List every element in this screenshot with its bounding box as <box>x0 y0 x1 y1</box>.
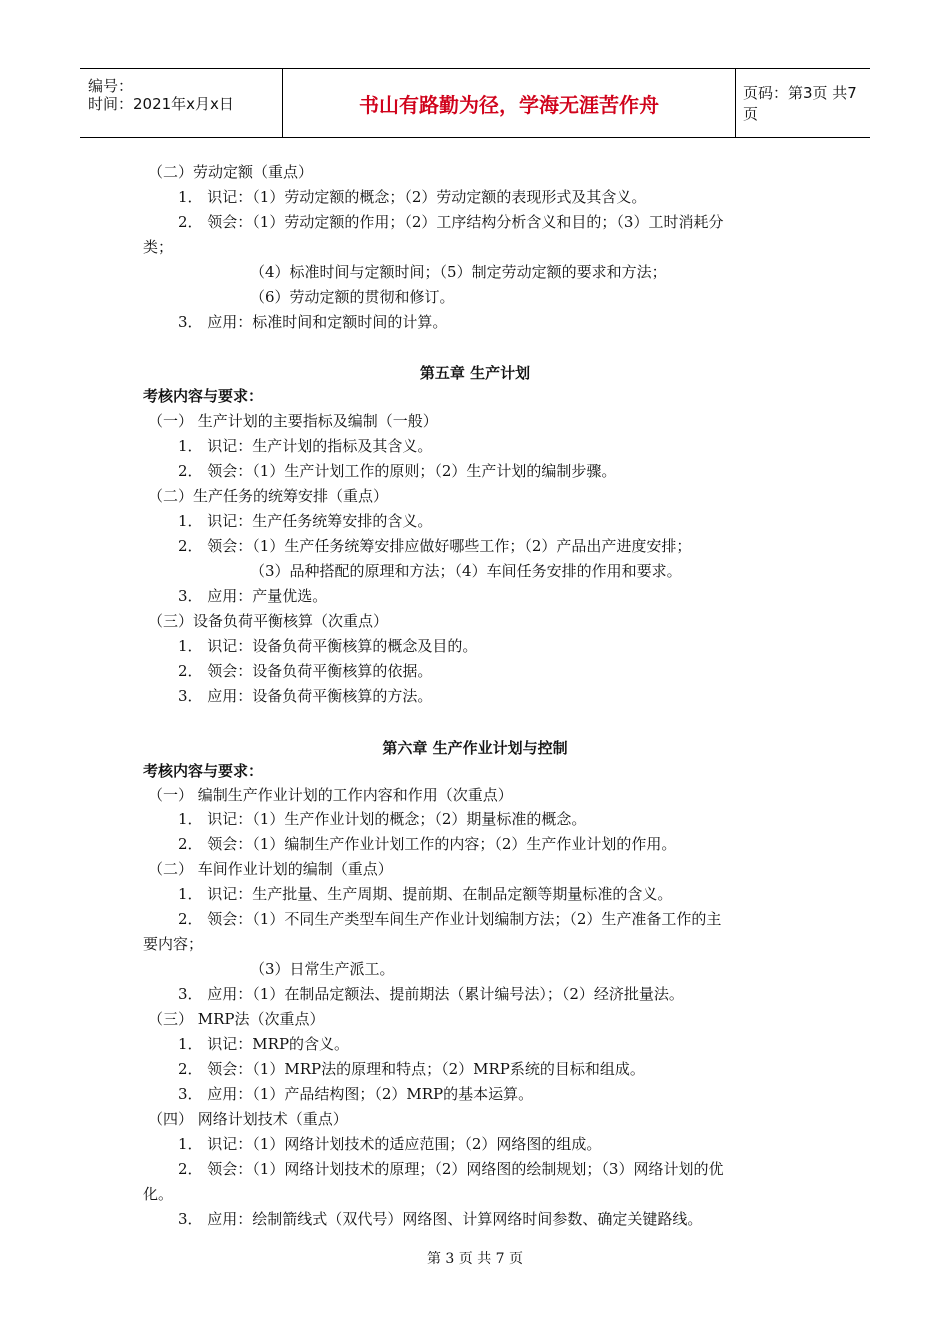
list-item: 3． 应用：产量优选。 <box>178 587 328 605</box>
list-item-continued: （3）日常生产派工。 <box>250 960 395 978</box>
list-item: 3． 应用：标准时间和定额时间的计算。 <box>178 313 448 331</box>
section-heading: （二）劳动定额（重点） <box>148 163 314 181</box>
list-item: 1． 识记：（1）生产作业计划的概念；（2）期量标准的概念。 <box>178 810 587 828</box>
header-page-cell <box>735 69 870 137</box>
list-item: 3． 应用：设备负荷平衡核算的方法。 <box>178 687 433 705</box>
header-meta-cell <box>80 69 282 137</box>
list-item: 1． 识记：（1）劳动定额的概念；（2）劳动定额的表现形式及其含义。 <box>178 188 647 206</box>
list-item-continued: 化。 <box>143 1185 174 1203</box>
list-item: 1． 识记：生产计划的指标及其含义。 <box>178 437 433 455</box>
list-item: 1． 识记：生产任务统筹安排的含义。 <box>178 512 433 530</box>
list-item: 2． 领会：（1）MRP法的原理和特点；（2）MRP系统的目标和组成。 <box>178 1060 645 1078</box>
section-heading: （一） 生产计划的主要指标及编制（一般） <box>148 412 438 430</box>
list-item: 2． 领会：（1）编制生产作业计划工作的内容；（2）生产作业计划的作用。 <box>178 835 677 853</box>
section-heading: （二）生产任务的统筹安排（重点） <box>148 487 389 505</box>
motto: 书山有路勤为径，学海无涯苦作舟 <box>359 92 659 117</box>
list-item: 3． 应用：（1）在制品定额法、提前期法（累计编号法）；（2）经济批量法。 <box>178 985 684 1003</box>
list-item-continued: 要内容； <box>143 935 204 953</box>
page-footer: 第 3 页 共 7 页 <box>426 1251 524 1267</box>
list-item: 1． 识记：MRP的含义。 <box>178 1035 350 1053</box>
header-motto-cell <box>282 69 736 137</box>
serial-label: 编号： <box>88 77 134 95</box>
list-item: 1． 识记：（1）网络计划技术的适应范围；（2）网络图的组成。 <box>178 1135 602 1153</box>
list-item: 2． 领会：（1）网络计划技术的原理；（2）网络图的绘制规划；（3）网络计划的优 <box>178 1160 724 1178</box>
section-heading: （四） 网络计划技术（重点） <box>148 1110 348 1128</box>
requirements-heading: 考核内容与要求： <box>143 762 264 780</box>
list-item-continued: 类； <box>143 238 174 256</box>
section-heading: （二） 车间作业计划的编制（重点） <box>148 860 393 878</box>
section-heading: （三）设备负荷平衡核算（次重点） <box>148 612 389 630</box>
time-label: 时间：2021年x月x日 <box>88 95 234 113</box>
requirements-heading: 考核内容与要求： <box>143 387 264 405</box>
list-item-continued: （6）劳动定额的贯彻和修订。 <box>250 288 455 306</box>
list-item: 3． 应用：（1）产品结构图；（2）MRP的基本运算。 <box>178 1085 534 1103</box>
list-item: 2． 领会：（1）生产计划工作的原则；（2）生产计划的编制步骤。 <box>178 462 617 480</box>
list-item-continued: （3）品种搭配的原理和方法；（4）车间任务安排的作用和要求。 <box>250 562 682 580</box>
list-item: 2． 领会：（1）生产任务统筹安排应做好哪些工作；（2）产品出产进度安排； <box>178 537 692 555</box>
section-heading: （三） MRP法（次重点） <box>148 1010 325 1028</box>
list-item: 1． 识记：生产批量、生产周期、提前期、在制品定额等期量标准的含义。 <box>178 885 673 903</box>
page-header <box>80 68 870 138</box>
list-item: 2． 领会：（1）劳动定额的作用；（2）工序结构分析含义和目的；（3）工时消耗分 <box>178 213 724 231</box>
chapter-title: 第六章 生产作业计划与控制 <box>382 739 568 757</box>
list-item-continued: （4）标准时间与定额时间；（5）制定劳动定额的要求和方法； <box>250 263 667 281</box>
list-item: 2． 领会：设备负荷平衡核算的依据。 <box>178 662 433 680</box>
list-item: 1． 识记：设备负荷平衡核算的概念及目的。 <box>178 637 478 655</box>
page-label: 页码：第3页 共7页 <box>743 84 857 123</box>
section-heading: （一） 编制生产作业计划的工作内容和作用（次重点） <box>148 786 513 804</box>
list-item: 3． 应用：绘制箭线式（双代号）网络图、计算网络时间参数、确定关键路线。 <box>178 1210 703 1228</box>
list-item: 2． 领会：（1）不同生产类型车间生产作业计划编制方法；（2）生产准备工作的主 <box>178 910 722 928</box>
chapter-title: 第五章 生产计划 <box>419 364 531 382</box>
